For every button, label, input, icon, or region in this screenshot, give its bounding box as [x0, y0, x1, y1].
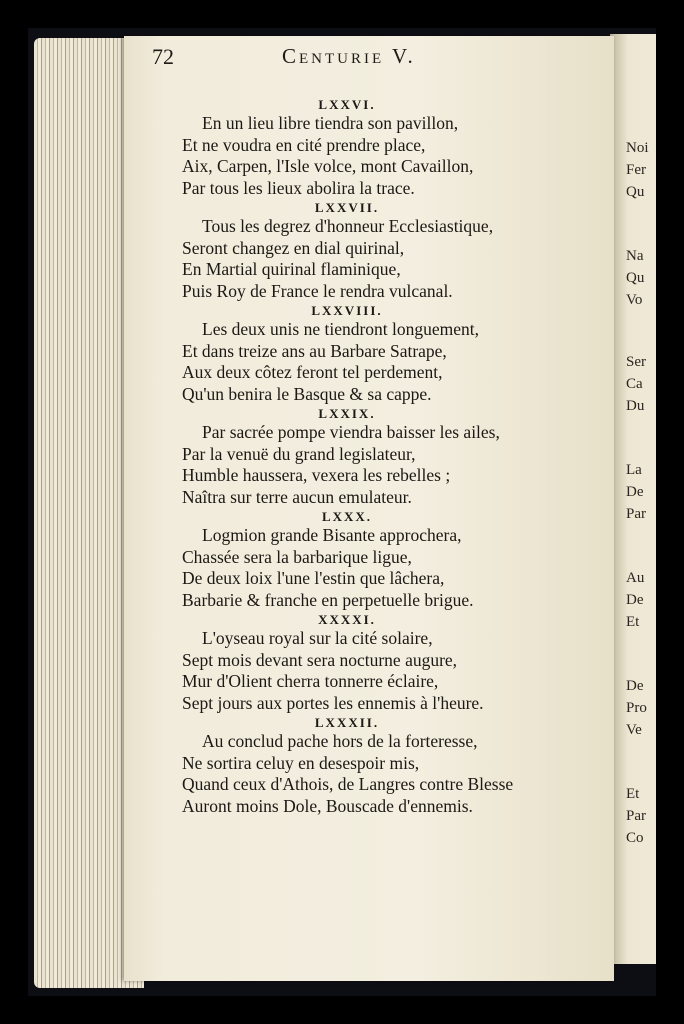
quatrain-numeral: LXXVII.	[314, 200, 380, 215]
quatrain	[182, 405, 602, 508]
facing-fragment: De	[626, 678, 644, 694]
quatrain	[182, 611, 602, 714]
verse-line: Ne sortira celuy en desespoir mis,	[182, 752, 420, 773]
facing-fragment: De	[626, 484, 644, 500]
quatrain	[182, 199, 602, 302]
quatrain-numeral: LXXX.	[321, 509, 373, 524]
page-number: 72	[152, 44, 174, 69]
quatrain	[182, 302, 602, 405]
quatrain-numeral: LXXXII.	[314, 715, 380, 730]
verse-line: Seront changez en dial quirinal,	[182, 237, 405, 258]
verse-line: Et ne voudra en cité prendre place,	[182, 134, 426, 155]
verse-line: Barbarie & franche en perpetuelle brigue.	[182, 589, 474, 610]
facing-fragment: Et	[626, 786, 640, 802]
facing-fragment: Et	[626, 614, 640, 630]
running-title: Centurie V.	[282, 44, 416, 68]
facing-fragment: Na	[626, 248, 644, 264]
verse-line: Par la venuë du grand legislateur,	[182, 443, 416, 464]
facing-fragment: Du	[626, 398, 645, 414]
facing-fragment: Par	[626, 808, 646, 824]
facing-fragment: Fer	[626, 162, 646, 178]
verse-line: Puis Roy de France le rendra vulcanal.	[182, 280, 453, 301]
verse-line: Aix, Carpen, l'Isle volce, mont Cavaillon,	[182, 156, 474, 176]
facing-fragment: Ser	[626, 354, 646, 370]
verse-line: Sept jours aux portes les ennemis à l'heure.	[182, 692, 484, 713]
verse-line: L'oyseau royal sur la cité solaire,	[202, 628, 433, 648]
verse-line: Les deux unis ne tiendront longuement,	[202, 319, 480, 339]
facing-fragment: Noi	[626, 140, 649, 156]
facing-fragment: Par	[626, 506, 646, 522]
quatrain-numeral: LXXIX.	[318, 406, 376, 421]
quatrain	[182, 508, 602, 611]
facing-fragment: Ca	[626, 376, 643, 392]
verse-line: Tous les degrez d'honneur Ecclesiastique,	[202, 216, 494, 236]
verse-line: Par tous les lieux abolira la trace.	[182, 177, 415, 198]
quatrain	[182, 96, 602, 199]
verse-line: En Martial quirinal flaminique,	[182, 259, 401, 279]
verse-line: De deux loix l'une l'estin que lâchera,	[182, 568, 445, 588]
quatrain-numeral: XXXXI.	[318, 612, 376, 627]
quatrain-list	[182, 96, 602, 817]
page-header	[152, 44, 582, 72]
verse-line: Quand ceux d'Athois, de Langres contre Blesse	[182, 774, 514, 794]
facing-fragment: Co	[626, 830, 644, 846]
verse-line: Mur d'Olient cherra tonnerre éclaire,	[182, 671, 439, 691]
verse-line: Naîtra sur terre aucun emulateur.	[182, 486, 412, 507]
verse-line: Aux deux côtez feront tel perdement,	[182, 362, 443, 382]
verse-line: Et dans treize ans au Barbare Satrape,	[182, 340, 447, 361]
verse-line: Qu'un benira le Basque & sa cappe.	[182, 383, 432, 404]
facing-fragment: Pro	[626, 700, 647, 716]
facing-fragment: La	[626, 462, 642, 478]
facing-page	[610, 34, 656, 964]
facing-fragment: Ve	[626, 722, 642, 738]
facing-fragment: Qu	[626, 270, 645, 286]
verse-line: Par sacrée pompe viendra baisser les ailes,	[202, 422, 500, 442]
verse-line: Sept mois devant sera nocturne augure,	[182, 649, 458, 670]
quatrain	[182, 714, 602, 817]
verse-line: Chassée sera la barbarique ligue,	[182, 546, 412, 567]
facing-fragment: Au	[626, 570, 645, 586]
verse-line: En un lieu libre tiendra son pavillon,	[202, 113, 459, 133]
facing-fragment: Vo	[626, 292, 643, 308]
facing-fragment: Qu	[626, 184, 645, 200]
verse-line: Humble haussera, vexera les rebelles ;	[182, 465, 451, 485]
verse-line: Auront moins Dole, Bouscade d'ennemis.	[182, 795, 473, 816]
quatrain-numeral: LXXVI.	[318, 97, 376, 112]
verse-line: Logmion grande Bisante approchera,	[202, 525, 462, 545]
verse-line: Au conclud pache hors de la forteresse,	[202, 731, 478, 751]
facing-fragment: De	[626, 592, 644, 608]
quatrain-numeral: LXXVIII.	[311, 303, 383, 318]
